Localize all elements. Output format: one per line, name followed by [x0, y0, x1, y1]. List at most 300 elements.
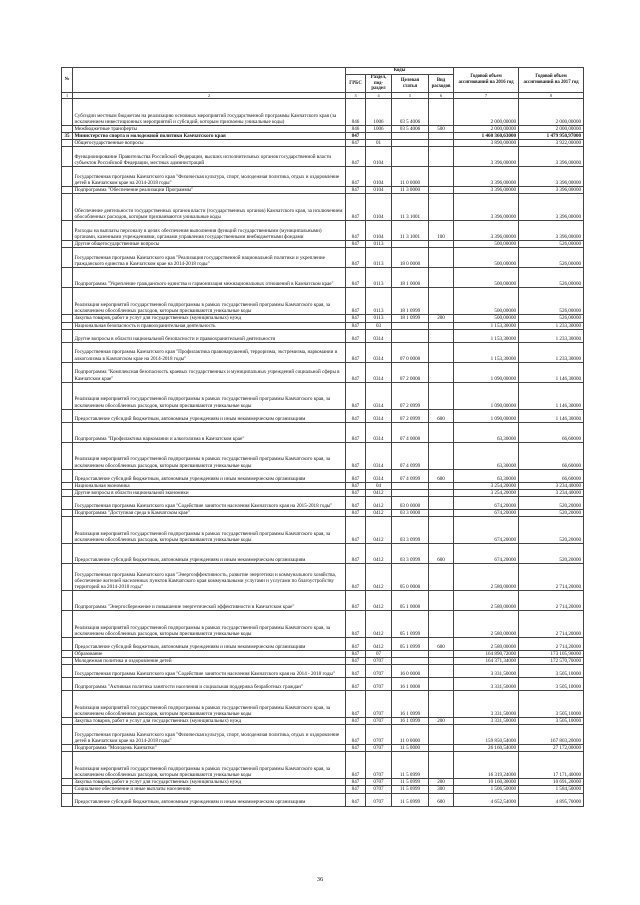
cell-amount-2017: 3 922,00000 — [519, 140, 584, 147]
cell-razdel: 0104 — [366, 167, 392, 187]
header-vr: Вид расходов — [429, 75, 454, 93]
cell-grbs: 847 — [346, 147, 366, 167]
cell-expense-type — [429, 496, 454, 509]
cell-grbs: 847 — [346, 543, 366, 563]
cell-amount-2017: 2 714,20000 — [519, 563, 584, 590]
table-row — [62, 329, 584, 342]
cell-expense-type — [429, 489, 454, 496]
table-row — [62, 147, 584, 167]
cell-name: Расходы на выплаты персоналу в целях обеспечения выполнения функций государственными (муниципальными) органами, казенными учреждениями, органами управления государственными внебюджетными фондами — [73, 221, 346, 241]
cell-grbs: 847 — [346, 509, 366, 516]
header-codes-group: Коды — [346, 68, 454, 75]
cell-grbs: 847 — [346, 665, 366, 678]
cell-razdel: 0412 — [366, 489, 392, 496]
cell-name: Подпрограмма "Доступная среда в Камчатском крае" — [73, 509, 346, 516]
cell-grbs: 846 — [346, 126, 366, 133]
cell-expense-type — [429, 248, 454, 268]
cell-name: Подпрограмма "Энергосбережение и повышение энергетической эффективности в Камчатском крае" — [73, 590, 346, 610]
cell-expense-type — [429, 442, 454, 469]
cell-amount-2016: 4 652,54000 — [454, 793, 519, 806]
cell-expense-type — [429, 752, 454, 779]
cell-expense-type — [429, 268, 454, 288]
cell-amount-2017: 526,00000 — [519, 268, 584, 288]
cell-razdel: 0412 — [366, 610, 392, 637]
cell-grbs: 847 — [346, 382, 366, 409]
cell-no — [62, 543, 73, 563]
cell-no — [62, 442, 73, 469]
cell-grbs: 847 — [346, 563, 366, 590]
cell-razdel: 0412 — [366, 563, 392, 590]
cell-no — [62, 362, 73, 382]
cell-name: Государственная программа Камчатского края "Реализация государственной национальной политики и укрепление гражданского единства в Камчатском крае на 2014-2018 годы" — [73, 248, 346, 268]
cell-amount-2017: 3 396,00000 — [519, 167, 584, 187]
cell-no — [62, 167, 73, 187]
cell-amount-2017: 1 146,30000 — [519, 362, 584, 382]
table-row — [62, 665, 584, 678]
table-row — [62, 362, 584, 382]
cell-target-article: 05 1 0999 — [392, 610, 429, 637]
cell-grbs: 847 — [346, 288, 366, 315]
cell-name: Подпрограмма "Профилактика наркомании и алкоголизма в Камчатском крае" — [73, 422, 346, 442]
table-row — [62, 590, 584, 610]
cell-grbs: 847 — [346, 422, 366, 442]
table-row — [62, 563, 584, 590]
index-cell: 7 — [454, 93, 519, 99]
cell-amount-2017: 3 396,00000 — [519, 147, 584, 167]
cell-name: Молодежная политика и оздоровление детей — [73, 658, 346, 665]
cell-target-article — [392, 650, 429, 657]
cell-target-article — [392, 322, 429, 329]
cell-razdel — [366, 133, 392, 140]
cell-amount-2017: 27 172,00000 — [519, 745, 584, 752]
cell-name: Предоставление субсидий бюджетным, автономным учреждениям и иным некоммерческим организациям — [73, 793, 346, 806]
table-row — [62, 248, 584, 268]
cell-expense-type — [429, 133, 454, 140]
cell-razdel: 0113 — [366, 241, 392, 248]
cell-no — [62, 422, 73, 442]
cell-expense-type — [429, 362, 454, 382]
cell-target-article: 07 0 0000 — [392, 342, 429, 362]
cell-grbs: 847 — [346, 315, 366, 322]
cell-target-article — [392, 140, 429, 147]
cell-razdel: 0707 — [366, 691, 392, 718]
cell-amount-2017: 66,60000 — [519, 469, 584, 482]
table-row — [62, 489, 584, 496]
cell-target-article: 11 5 0999 — [392, 752, 429, 779]
cell-amount-2016: 159 850,54000 — [454, 725, 519, 745]
header-no: № — [62, 68, 73, 93]
cell-target-article: 11 0 0000 — [392, 167, 429, 187]
cell-grbs: 847 — [346, 610, 366, 637]
header-grbs: ГРБС — [346, 75, 366, 93]
cell-target-article — [392, 147, 429, 167]
cell-amount-2016: 3 396,00000 — [454, 187, 519, 194]
cell-amount-2017: 1 233,30000 — [519, 329, 584, 342]
cell-no — [62, 187, 73, 194]
cell-expense-type — [429, 590, 454, 610]
cell-expense-type: 200 — [429, 779, 454, 786]
cell-razdel: 0707 — [366, 779, 392, 786]
cell-name: Подпрограмма "Обеспечение реализации Программы" — [73, 187, 346, 194]
cell-name: Предоставление субсидий бюджетным, автономным учреждениям и иным некоммерческим организациям — [73, 469, 346, 482]
cell-target-article: 11 5 0999 — [392, 779, 429, 786]
cell-name: Реализация мероприятий государственной подпрограммы в рамках государственной программы Камчатского края, за исключением обособленных расходов, которым присваиваются уникальные коды — [73, 610, 346, 637]
cell-amount-2016: 3 396,00000 — [454, 167, 519, 187]
cell-amount-2017: 3 505,10000 — [519, 691, 584, 718]
cell-razdel: 0104 — [366, 147, 392, 167]
cell-name: Реализация мероприятий государственной подпрограммы в рамках государственной программы Камчатского края, за исключением обособленных расходов, которым присваиваются уникальные коды — [73, 442, 346, 469]
cell-no — [62, 126, 73, 133]
cell-amount-2017: 1 479 950,97000 — [519, 133, 584, 140]
cell-amount-2017: 167 803,20000 — [519, 725, 584, 745]
cell-amount-2017: 1 584,50000 — [519, 786, 584, 793]
cell-target-article: 11 5 0000 — [392, 745, 429, 752]
cell-name: Другие вопросы в области национальной безопасности и правоохранительной деятельности — [73, 329, 346, 342]
cell-expense-type — [429, 658, 454, 665]
cell-grbs: 847 — [346, 248, 366, 268]
cell-name: Подпрограмма "Комплексная безопасность краевых государственных и муниципальных учреждений социальной сферы в Камчатском крае" — [73, 362, 346, 382]
table-row — [62, 658, 584, 665]
cell-amount-2016: 63,30000 — [454, 422, 519, 442]
cell-razdel: 0113 — [366, 248, 392, 268]
cell-target-article: 07 4 0000 — [392, 422, 429, 442]
cell-target-article: 07 4 0999 — [392, 442, 429, 469]
cell-target-article: 11 5 0999 — [392, 786, 429, 793]
cell-razdel: 0314 — [366, 409, 392, 422]
table-row — [62, 167, 584, 187]
cell-razdel: 0104 — [366, 194, 392, 221]
cell-target-article: 03 3 0999 — [392, 516, 429, 543]
cell-amount-2016: 500,00000 — [454, 248, 519, 268]
cell-expense-type: 200 — [429, 718, 454, 725]
cell-amount-2017: 2 000,00000 — [519, 126, 584, 133]
cell-razdel: 0707 — [366, 793, 392, 806]
cell-expense-type — [429, 342, 454, 362]
cell-razdel: 0113 — [366, 268, 392, 288]
cell-amount-2017: 3 505,10000 — [519, 665, 584, 678]
cell-amount-2017: 3 234,40000 — [519, 482, 584, 489]
cell-amount-2016: 500,00000 — [454, 288, 519, 315]
cell-amount-2017: 172 570,70000 — [519, 658, 584, 665]
cell-no — [62, 718, 73, 725]
cell-grbs: 847 — [346, 442, 366, 469]
cell-amount-2016: 2 580,00000 — [454, 610, 519, 637]
cell-amount-2016: 2 580,00000 — [454, 637, 519, 650]
table-row — [62, 140, 584, 147]
cell-name: Национальная безопасность и правоохранительная деятельность — [73, 322, 346, 329]
cell-grbs: 847 — [346, 482, 366, 489]
cell-expense-type — [429, 99, 454, 126]
cell-amount-2017: 66,60000 — [519, 442, 584, 469]
cell-target-article — [392, 489, 429, 496]
cell-amount-2016: 26 160,54000 — [454, 745, 519, 752]
cell-razdel: 0412 — [366, 637, 392, 650]
cell-grbs: 847 — [346, 187, 366, 194]
cell-amount-2016: 500,00000 — [454, 315, 519, 322]
cell-expense-type — [429, 610, 454, 637]
cell-grbs: 847 — [346, 194, 366, 221]
cell-target-article: 03 5 4006 — [392, 99, 429, 126]
cell-no — [62, 779, 73, 786]
cell-amount-2017: 1 146,30000 — [519, 409, 584, 422]
table-row — [62, 610, 584, 637]
cell-razdel: 0707 — [366, 678, 392, 691]
cell-expense-type — [429, 329, 454, 342]
cell-target-article — [392, 329, 429, 342]
cell-razdel: 0412 — [366, 590, 392, 610]
cell-no — [62, 658, 73, 665]
cell-razdel: 0412 — [366, 509, 392, 516]
cell-target-article: 11 5 0999 — [392, 793, 429, 806]
cell-razdel: 07 — [366, 650, 392, 657]
cell-target-article: 07 2 0999 — [392, 409, 429, 422]
index-cell: 4 — [366, 93, 392, 99]
cell-no — [62, 469, 73, 482]
cell-name: Реализация мероприятий государственной подпрограммы в рамках государственной программы Камчатского края, за исключением обособленных расходов, которым присваиваются уникальные коды — [73, 288, 346, 315]
cell-no — [62, 752, 73, 779]
cell-razdel: 04 — [366, 482, 392, 489]
cell-target-article: 18 0 0000 — [392, 248, 429, 268]
index-cell: 5 — [392, 93, 429, 99]
cell-grbs: 847 — [346, 725, 366, 745]
cell-amount-2017: 2 714,20000 — [519, 637, 584, 650]
cell-razdel: 0707 — [366, 745, 392, 752]
cell-amount-2017: 520,20000 — [519, 516, 584, 543]
table-row — [62, 442, 584, 469]
cell-amount-2016: 1 090,00000 — [454, 362, 519, 382]
cell-name: Закупка товаров, работ и услуг для государственных (муниципальных) нужд — [73, 779, 346, 786]
cell-razdel: 03 — [366, 322, 392, 329]
cell-razdel: 0104 — [366, 221, 392, 241]
cell-razdel: 1006 — [366, 126, 392, 133]
cell-target-article: 05 0 0000 — [392, 563, 429, 590]
header-2016: Годовой объем ассигнований на 2016 год — [454, 68, 519, 93]
table-row — [62, 678, 584, 691]
cell-no — [62, 194, 73, 221]
cell-target-article: 16 1 0999 — [392, 718, 429, 725]
cell-expense-type — [429, 147, 454, 167]
cell-amount-2017: 526,00000 — [519, 241, 584, 248]
cell-amount-2017: 3 396,00000 — [519, 194, 584, 221]
cell-grbs: 847 — [346, 268, 366, 288]
cell-razdel: 0113 — [366, 315, 392, 322]
cell-target-article: 03 0 0000 — [392, 496, 429, 509]
cell-name: Образование — [73, 650, 346, 657]
cell-amount-2017: 520,20000 — [519, 543, 584, 563]
cell-no — [62, 140, 73, 147]
table-row — [62, 516, 584, 543]
cell-expense-type — [429, 241, 454, 248]
cell-amount-2017: 2 000,00000 — [519, 99, 584, 126]
cell-amount-2017: 3 234,40000 — [519, 489, 584, 496]
table-row — [62, 221, 584, 241]
cell-amount-2017: 10 691,20000 — [519, 779, 584, 786]
cell-amount-2016: 3 331,50000 — [454, 665, 519, 678]
cell-no — [62, 610, 73, 637]
table-row — [62, 409, 584, 422]
cell-amount-2016: 3 396,00000 — [454, 221, 519, 241]
cell-amount-2016: 164 890,72000 — [454, 650, 519, 657]
cell-target-article: 18 1 0999 — [392, 288, 429, 315]
cell-target-article: 11 3 1001 — [392, 194, 429, 221]
table-row — [62, 126, 584, 133]
cell-target-article: 03 5 4006 — [392, 126, 429, 133]
cell-razdel: 0707 — [366, 725, 392, 745]
cell-name: Межбюджетные трансферты — [73, 126, 346, 133]
cell-razdel: 0707 — [366, 665, 392, 678]
cell-no — [62, 329, 73, 342]
cell-razdel: 0314 — [366, 382, 392, 409]
cell-expense-type — [429, 194, 454, 221]
cell-target-article: 03 3 0999 — [392, 543, 429, 563]
cell-target-article — [392, 482, 429, 489]
cell-expense-type: 600 — [429, 793, 454, 806]
cell-amount-2017: 3 396,00000 — [519, 221, 584, 241]
cell-no — [62, 147, 73, 167]
cell-razdel: 0314 — [366, 469, 392, 482]
cell-expense-type — [429, 650, 454, 657]
cell-no — [62, 516, 73, 543]
cell-amount-2016: 3 254,20000 — [454, 489, 519, 496]
cell-amount-2016: 2 580,00000 — [454, 590, 519, 610]
cell-grbs: 847 — [346, 745, 366, 752]
cell-expense-type: 200 — [429, 315, 454, 322]
cell-no — [62, 691, 73, 718]
cell-target-article: 11 3 1001 — [392, 221, 429, 241]
header-razdel: Раздел, под-раздел — [366, 75, 392, 93]
cell-expense-type — [429, 516, 454, 543]
cell-name: Подпрограмма "Молодежь Камчатки" — [73, 745, 346, 752]
index-cell: 3 — [346, 93, 366, 99]
page-number: 36 — [316, 876, 324, 883]
cell-grbs: 847 — [346, 362, 366, 382]
cell-razdel: 0113 — [366, 288, 392, 315]
table-row — [62, 779, 584, 786]
cell-expense-type — [429, 167, 454, 187]
cell-no — [62, 725, 73, 745]
table-row — [62, 241, 584, 248]
cell-expense-type — [429, 665, 454, 678]
cell-no — [62, 745, 73, 752]
header-name — [73, 68, 346, 93]
cell-expense-type — [429, 140, 454, 147]
cell-grbs: 847 — [346, 329, 366, 342]
cell-grbs: 847 — [346, 590, 366, 610]
cell-name: Государственная программа Камчатского края "Профилактика правонарушений, терроризма, экстремизма, наркомании и алкоголизма в Камчатском крае на 2014-2018 годы" — [73, 342, 346, 362]
cell-grbs: 847 — [346, 241, 366, 248]
cell-razdel: 0707 — [366, 752, 392, 779]
cell-no — [62, 382, 73, 409]
cell-name: Подпрограмма "Укрепление гражданского единства и гармонизация межнациональных отношений в Камчатском крае" — [73, 268, 346, 288]
table-row — [62, 187, 584, 194]
cell-no — [62, 563, 73, 590]
cell-name: Государственная программа Камчатского края "Энергоэффективность, развитие энергетики и коммунального хозяйства, обеспечение жителей населенных пунктов Камчатского края коммунальными услугами и услугами по благоустройству территорий на 2014-2018 годы" — [73, 563, 346, 590]
cell-grbs: 847 — [346, 678, 366, 691]
cell-amount-2016: 3 331,50000 — [454, 678, 519, 691]
cell-amount-2017: 1 233,30000 — [519, 342, 584, 362]
cell-grbs: 847 — [346, 779, 366, 786]
cell-grbs: 847 — [346, 342, 366, 362]
cell-target-article: 18 1 0999 — [392, 315, 429, 322]
table-row — [62, 315, 584, 322]
cell-no — [62, 322, 73, 329]
cell-amount-2016: 1 153,30000 — [454, 342, 519, 362]
index-cell: 1 — [62, 93, 73, 99]
cell-expense-type: 600 — [429, 543, 454, 563]
cell-name: Реализация мероприятий государственной подпрограммы в рамках государственной программы Камчатского края, за исключением обособленных расходов, которым присваиваются уникальные коды — [73, 691, 346, 718]
cell-razdel: 0314 — [366, 442, 392, 469]
cell-name: Министерство спорта и молодежной политики Камчатского края — [73, 133, 346, 140]
cell-name: Национальная экономика — [73, 482, 346, 489]
table-row — [62, 718, 584, 725]
cell-target-article: 16 1 0999 — [392, 691, 429, 718]
cell-name: Предоставление субсидий бюджетным, автономным учреждениям и иным некоммерческим организациям — [73, 543, 346, 563]
cell-expense-type: 600 — [429, 469, 454, 482]
table-row — [62, 322, 584, 329]
cell-amount-2016: 1 506,50000 — [454, 786, 519, 793]
cell-expense-type — [429, 322, 454, 329]
cell-razdel: 1006 — [366, 99, 392, 126]
table-row — [62, 99, 584, 126]
table-row — [62, 691, 584, 718]
cell-no — [62, 241, 73, 248]
header-2017: Годовой объем ассигнований на 2017 год — [519, 68, 584, 93]
cell-amount-2016: 63,30000 — [454, 469, 519, 482]
cell-name: Субсидии местным бюджетам на реализацию основных мероприятий государственной программы Камчатского края (за исключением инвестиционных мероприятий и субсидий, которым присвоены уникальные коды) — [73, 99, 346, 126]
cell-amount-2016: 3 396,00000 — [454, 194, 519, 221]
cell-amount-2016: 1 153,30000 — [454, 322, 519, 329]
index-cell: 6 — [429, 93, 454, 99]
cell-target-article: 16 0 0000 — [392, 665, 429, 678]
cell-amount-2016: 10 160,30000 — [454, 779, 519, 786]
cell-target-article — [392, 658, 429, 665]
cell-target-article: 07 2 0000 — [392, 362, 429, 382]
budget-table-body — [62, 99, 584, 807]
cell-razdel: 0707 — [366, 658, 392, 665]
cell-amount-2016: 1 153,30000 — [454, 329, 519, 342]
cell-grbs: 847 — [346, 637, 366, 650]
cell-name: Государственная программа Камчатского края "Содействие занятости населения Камчатского края на 2014 - 2018 годы" — [73, 665, 346, 678]
table-row — [62, 482, 584, 489]
cell-amount-2016: 500,00000 — [454, 241, 519, 248]
cell-amount-2017: 4 895,70000 — [519, 793, 584, 806]
table-row — [62, 637, 584, 650]
cell-amount-2017: 526,00000 — [519, 248, 584, 268]
table-row — [62, 268, 584, 288]
cell-grbs: 847 — [346, 469, 366, 482]
cell-name: Реализация мероприятий государственной подпрограммы в рамках государственной программы Камчатского края, за исключением обособленных расходов, которым присваиваются уникальные коды — [73, 382, 346, 409]
cell-no — [62, 409, 73, 422]
cell-expense-type — [429, 288, 454, 315]
cell-grbs: 847 — [346, 752, 366, 779]
cell-amount-2016: 2 000,00000 — [454, 99, 519, 126]
cell-razdel: 0314 — [366, 342, 392, 362]
cell-name: Закупка товаров, работ и услуг для государственных (муниципальных) нужд — [73, 718, 346, 725]
cell-amount-2017: 526,00000 — [519, 288, 584, 315]
index-cell: 8 — [519, 93, 584, 99]
cell-no — [62, 482, 73, 489]
cell-expense-type: 100 — [429, 221, 454, 241]
header-cst: Целевая статья — [392, 75, 429, 93]
cell-expense-type: 500 — [429, 126, 454, 133]
cell-grbs: 847 — [346, 140, 366, 147]
cell-razdel: 0412 — [366, 543, 392, 563]
cell-grbs: 847 — [346, 322, 366, 329]
cell-no — [62, 496, 73, 509]
cell-amount-2016: 2 580,00000 — [454, 563, 519, 590]
cell-razdel: 0104 — [366, 187, 392, 194]
table-row — [62, 422, 584, 442]
